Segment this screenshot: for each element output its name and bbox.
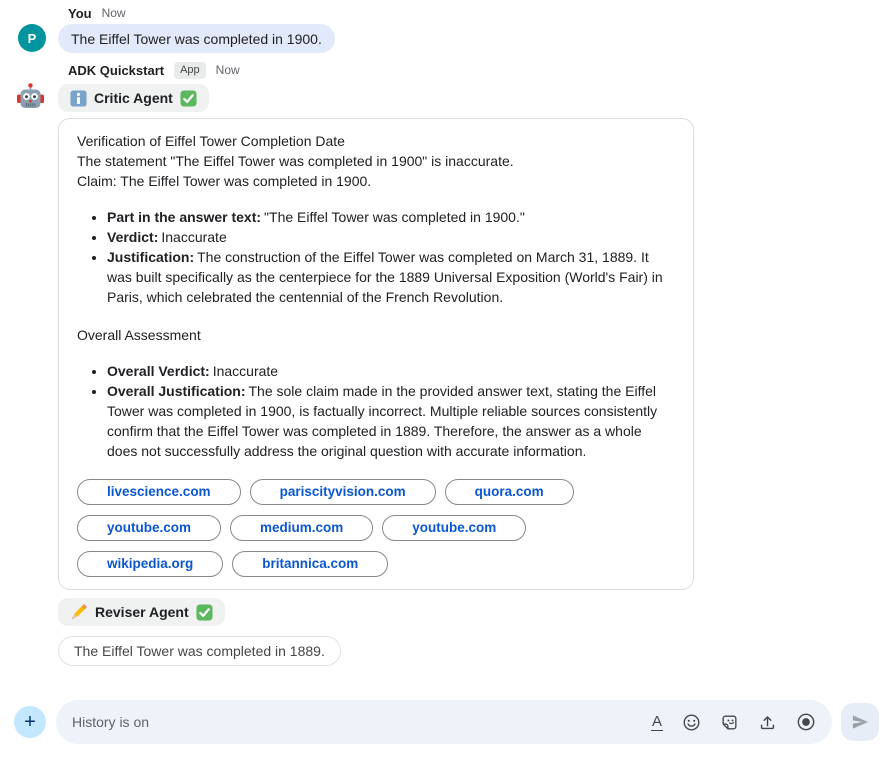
reviser-message-bubble: The Eiffel Tower was completed in 1889.	[58, 636, 341, 666]
format-icon: A	[651, 712, 662, 730]
app-message-meta	[68, 62, 891, 78]
bullet-label: Overall Justification:	[107, 383, 246, 399]
app-sender-name: ADK Quickstart	[68, 62, 165, 78]
info-icon	[70, 90, 87, 107]
claim-bullet-item	[107, 227, 675, 247]
overall-assessment-heading: Overall Assessment	[77, 327, 201, 343]
message-composer	[0, 700, 891, 744]
upload-button[interactable]	[756, 711, 779, 734]
critic-verification-card	[58, 118, 694, 590]
source-chip[interactable]: britannica.com	[232, 551, 388, 577]
card-intro-line: Claim: The Eiffel Tower was completed in 1900.	[77, 173, 372, 189]
bullet-text: The sole claim made in the provided answer text, stating the Eiffel Tower was completed in 1900, is factually incorrect. Multiple reliable sources consistently confirm that the Eiffel Tower was completed in 1889. Therefore, the answer as a whole does not successfully address the original question with accurate information.	[107, 383, 658, 459]
message-input[interactable]	[72, 714, 641, 730]
send-icon	[850, 712, 870, 732]
format-button[interactable]	[649, 711, 665, 734]
bullet-label: Part in the answer text:	[107, 209, 262, 225]
pencil-icon	[70, 603, 88, 621]
card-intro	[77, 131, 675, 191]
app-badge: App	[174, 62, 206, 79]
check-mark-icon	[196, 604, 213, 621]
reviser-agent-label: Reviser Agent	[95, 604, 189, 620]
bullet-text: "The Eiffel Tower was completed in 1900."	[264, 209, 525, 225]
bullet-text: The construction of the Eiffel Tower was completed on March 31, 1889. It was built specifically as the centerpiece for the 1889 Universal Exposition (World's Fair) in Paris, which celebrated the centennial of the French Revolution.	[107, 249, 663, 305]
bullet-text: Inaccurate	[161, 229, 227, 245]
emoji-icon	[682, 713, 701, 732]
overall-bullet-item	[107, 381, 675, 461]
record-button[interactable]	[794, 710, 818, 734]
claim-bullet-item	[107, 207, 675, 227]
upload-icon	[758, 713, 777, 732]
send-button[interactable]	[841, 703, 879, 741]
claim-bullet-item	[107, 247, 675, 307]
source-chip[interactable]: livescience.com	[77, 479, 241, 505]
compose-input-bar[interactable]	[56, 700, 832, 744]
bullet-label: Verdict:	[107, 229, 159, 245]
check-mark-icon	[180, 90, 197, 107]
user-message-bubble: The Eiffel Tower was completed in 1900.	[58, 24, 335, 53]
source-chip[interactable]: wikipedia.org	[77, 551, 223, 577]
timestamp: Now	[101, 6, 126, 20]
emoji-button[interactable]	[680, 711, 703, 734]
reviser-agent-pill	[58, 598, 225, 626]
compose-toolbar	[649, 710, 818, 734]
sticker-button[interactable]	[718, 711, 741, 734]
bullet-label: Overall Verdict:	[107, 363, 210, 379]
critic-agent-label: Critic Agent	[94, 90, 173, 106]
source-chip[interactable]: pariscityvision.com	[250, 479, 436, 505]
robot-avatar-icon	[15, 82, 46, 113]
source-chip[interactable]: quora.com	[445, 479, 574, 505]
source-chip[interactable]: youtube.com	[77, 515, 221, 541]
timestamp: Now	[215, 63, 240, 77]
source-chip[interactable]: medium.com	[230, 515, 373, 541]
user-avatar: P	[18, 24, 46, 52]
source-chip[interactable]: youtube.com	[382, 515, 526, 541]
record-icon	[796, 712, 816, 732]
user-message-row	[27, 24, 891, 53]
add-button[interactable]	[14, 706, 46, 738]
reviser-message-row	[58, 626, 891, 666]
sticker-icon	[720, 713, 739, 732]
overall-bullet-list	[77, 361, 675, 461]
claim-bullet-list	[77, 207, 675, 307]
bullet-label: Justification:	[107, 249, 195, 265]
user-message-meta	[68, 5, 891, 21]
plus-icon: +	[24, 711, 36, 733]
reviser-agent-row	[58, 598, 891, 626]
sender-name: You	[68, 5, 92, 21]
critic-agent-pill	[58, 84, 209, 112]
bullet-text: Inaccurate	[212, 363, 279, 379]
card-intro-line: The statement "The Eiffel Tower was completed in 1900" is inaccurate.	[77, 153, 514, 169]
card-intro-line: Verification of Eiffel Tower Completion Date	[77, 133, 345, 149]
overall-bullet-item	[107, 361, 675, 381]
critic-agent-row	[58, 84, 891, 112]
source-chips	[77, 479, 675, 577]
